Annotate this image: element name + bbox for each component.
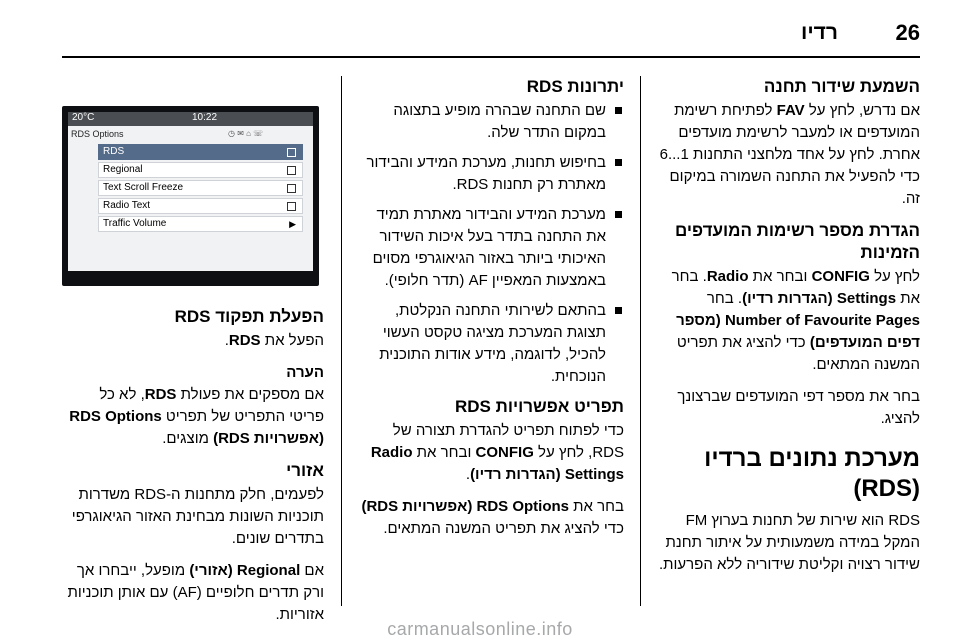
options-paragraph-1: כדי לפתוח תפריט להגדרת תצורה של RDS, לחץ על CONFIG ובחר את Radio Settings (הגדרות רדיו). — [370, 422, 624, 483]
favourites-heading: הגדרת מספר רשימות המועדפים הזמינות — [674, 221, 920, 262]
favourites-paragraph-2: בחר את מספר דפי המועדפים שברצונך להציג. — [677, 388, 920, 427]
store-heading: השמעת שידור תחנה — [763, 77, 920, 96]
list-item: מערכת המידע והבידור מאתרת תמיד את התחנה בתדר בעל איכות השידור האיכותי ביותר באזור הגיאוגרפי מסוים באמצעות המאפיין AF (תדר חלופי). — [356, 204, 624, 292]
activate-paragraph: הפעל את RDS. — [224, 332, 324, 349]
page-header — [0, 18, 960, 58]
column-left — [62, 300, 324, 636]
list-item: שם התחנה שבהרה מופיע בתצוגה במקום התדר שלה. — [356, 100, 624, 144]
screen-menu — [98, 144, 303, 234]
rds-heading: מערכת נתונים ברדיו (RDS) — [704, 445, 920, 502]
temperature-readout: 20°C — [72, 112, 95, 123]
checkbox-icon — [287, 184, 296, 193]
page-number: 26 — [895, 20, 920, 45]
rds-paragraph: RDS הוא שירות של תחנות בערוץ FM המקל במידה משמעותית על איתור תחנת שידור רצויה וקליטת שידוריה ללא הפרעות. — [659, 512, 920, 573]
clock-readout: 10:22 — [192, 112, 218, 123]
status-icons: ◷ ✉ ⌂ ☏ — [228, 129, 264, 138]
menu-item-text-scroll-freeze: Text Scroll Freeze — [98, 180, 303, 196]
regional-paragraph-1: לפעמים, חלק מתחנות ה-RDS משדרות תוכניות השונות מבחינת האזור הגיאוגרפי בתדרים שונים. — [71, 486, 324, 547]
favourites-paragraph-1: לחץ על CONFIG ובחר את Radio. בחר את Settings (הגדרות רדיו). בחר Number of Favourite Pages (מספר דפים המועדפים) כדי להציג את תפריט המשנה המתאים. — [671, 268, 920, 373]
column-divider-right — [640, 76, 641, 606]
options-paragraph-2: בחר את RDS Options (אפשרויות RDS) כדי להציג את תפריט המשנה המתאים. — [361, 498, 624, 537]
list-item: בהתאם לשירותי התחנה הנקלטת, תצוגת המערכת מציגה טקסט העשוי להכיל, לדוגמה, מידע אודות התוכנית הנוכחית. — [356, 300, 624, 388]
features-list — [356, 100, 624, 388]
checkbox-icon — [287, 148, 296, 157]
features-heading: יתרונות RDS — [526, 77, 624, 96]
activate-heading: הפעלת תפקוד RDS — [174, 307, 324, 326]
header-rule — [62, 56, 920, 58]
watermark: carmanualsonline.info — [387, 619, 573, 639]
regional-heading: אזורי — [286, 461, 324, 480]
menu-item-regional: Regional — [98, 162, 303, 178]
menu-item-radio-text: Radio Text — [98, 198, 303, 214]
screen-display — [68, 126, 313, 271]
checkbox-icon — [287, 202, 296, 211]
menu-item-rds: RDS — [98, 144, 303, 160]
note-paragraph: אם מספקים את פעולת RDS, לא כל פריטי התפריט של תפריט RDS Options (אפשרויות RDS) מוצגים. — [69, 386, 324, 447]
column-divider-left — [341, 76, 342, 606]
regional-paragraph-2: אם Regional (אזורי) מופעל, ייבחרו אך ורק תדרים חלופיים (AF) עם אותן תוכניות אזוריות. — [67, 562, 324, 623]
screen-title: RDS Options — [71, 129, 124, 139]
column-right — [652, 70, 920, 586]
column-middle — [356, 70, 624, 550]
store-paragraph: אם נדרש, לחץ על FAV לפתיחת רשימת המועדפים או למעבר לרשימת מועדפים אחרת. לחץ על אחד מלחצני התחנות 1...6 כדי להפעיל את התחנה השמורה במיקום זה. — [659, 102, 920, 207]
rds-options-screenshot — [62, 106, 319, 286]
screen-status-bar — [68, 112, 313, 126]
arrow-right-icon: ▶ — [289, 219, 296, 229]
chapter-title: רדיו — [801, 21, 838, 44]
list-item: בחיפוש תחנות, מערכת המידע והבידור מאתרת רק תחנות RDS. — [356, 152, 624, 196]
note-heading: הערה — [286, 364, 324, 381]
checkbox-icon — [287, 166, 296, 175]
options-heading: תפריט אפשרויות RDS — [454, 397, 624, 416]
menu-item-traffic-volume: Traffic Volume ▶ — [98, 216, 303, 232]
